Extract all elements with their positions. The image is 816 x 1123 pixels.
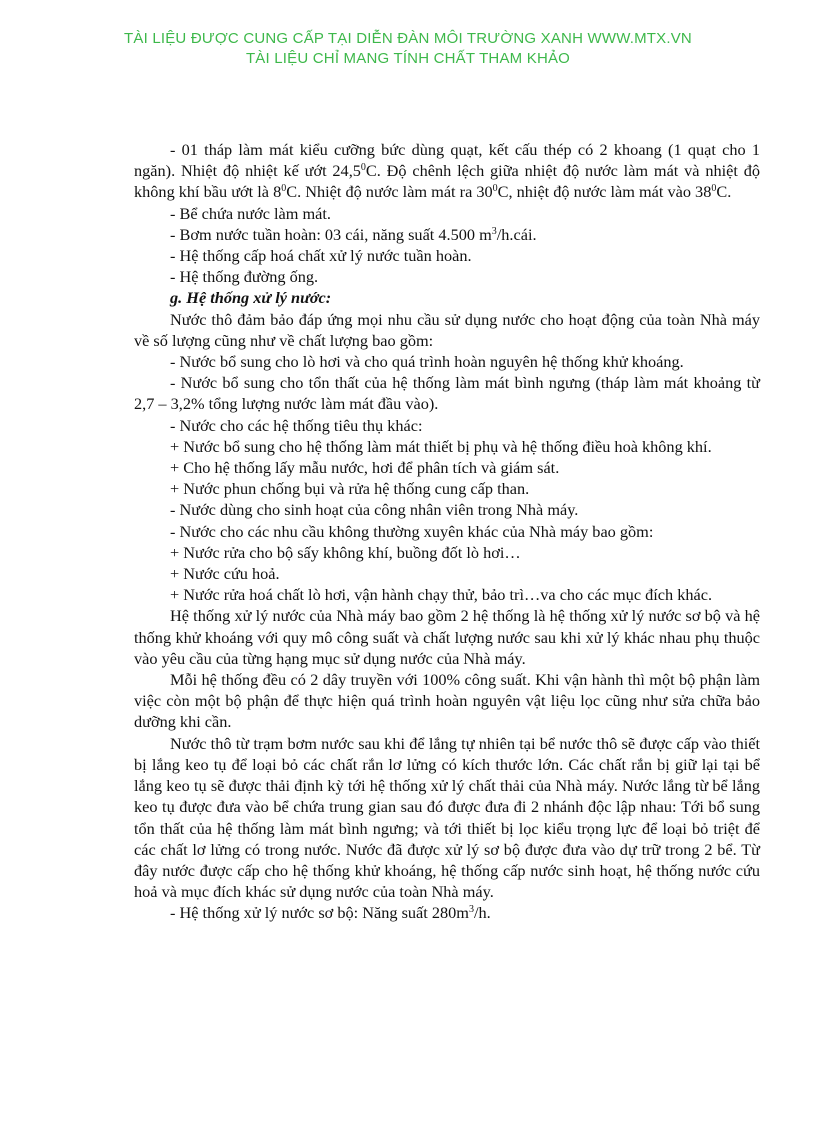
text-run: C. <box>716 182 732 202</box>
superscript: 3 <box>468 904 474 916</box>
text-run: /h.cái. <box>496 224 537 244</box>
paragraph: Nước thô đảm bảo đáp ứng mọi nhu cầu sử dụng nước cho hoạt động của toàn Nhà máy về số lượng cũng như về chất lượng bao gồm: <box>134 309 760 350</box>
header-line-1: TÀI LIỆU ĐƯỢC CUNG CẤP TẠI DIỄN ĐÀN MÔI TRƯỜNG XANH WWW.MTX.VN <box>124 30 692 47</box>
list-item: - Hệ thống cấp hoá chất xử lý nước tuần hoàn. <box>170 246 472 266</box>
document-body <box>134 139 760 924</box>
superscript: 0 <box>492 183 498 195</box>
header-line-2: TÀI LIỆU CHỈ MANG TÍNH CHẤT THAM KHẢO <box>245 50 571 67</box>
superscript: 0 <box>281 183 287 195</box>
text-run: - Hệ thống xử lý nước sơ bộ: Năng suất 280m <box>170 903 469 923</box>
section-heading: g. Hệ thống xử lý nước: <box>170 288 332 308</box>
list-item: - Nước cho các nhu cầu không thường xuyên khác của Nhà máy bao gồm: <box>170 521 654 541</box>
text-run: - 01 tháp làm mát kiểu cưỡng bức dùng quạt, kết cấu thép có 2 khoang (1 quạt cho 1 ngăn). Nhiệt độ nhiệt kế ướt 24,5 <box>134 140 760 181</box>
list-item: + Cho hệ thống lấy mẫu nước, hơi để phân tích và giám sát. <box>170 458 560 478</box>
paragraph: Hệ thống xử lý nước của Nhà máy bao gồm 2 hệ thống là hệ thống xử lý nước sơ bộ và hệ thống khử khoáng với quy mô công suất và chất lượng nước sau khi xử lý khác nhau phụ thuộc vào yêu cầu của từng hạng mục sử dụng nước của Nhà máy. <box>134 606 760 668</box>
list-item: - Nước bổ sung cho lò hơi và cho quá trình hoàn nguyên hệ thống khử khoáng. <box>170 352 684 372</box>
list-item: + Nước bổ sung cho hệ thống làm mát thiết bị phụ và hệ thống điều hoà không khí. <box>170 436 712 456</box>
superscript: 3 <box>491 225 497 237</box>
superscript: 0 <box>360 162 366 174</box>
list-item: + Nước rửa hoá chất lò hơi, vận hành chạy thử, bảo trì…va cho các mục đích khác. <box>170 585 713 605</box>
paragraph: Nước thô từ trạm bơm nước sau khi để lắng tự nhiên tại bể nước thô sẽ được cấp vào thiết bị lắng keo tụ để loại bỏ các chất rắn lơ lửng có kích thước lớn. Các chất rắn bị giữ lại tại bể lắng keo tụ sẽ được thải định kỳ tới hệ thống xử lý chất thải của Nhà máy. Nước lắng từ bể lắng keo tụ được đưa vào bể chứa trung gian sau đó được đưa đi 2 nhánh độc lập nhau: Tới bổ sung tổn thất của hệ thống làm mát bình ngưng; và tới thiết bị lọc kiểu trọng lực để loại bỏ triệt để các chất lơ lửng có trong nước. Nước đã được xử lý sơ bộ được đưa vào dự trữ trong 2 bể. Từ đây nước được cấp cho hệ thống khử khoáng, hệ thống cấp nước sinh hoạt, hệ thống nước cứu hoả và mục đích khác sử dụng nước của toàn Nhà máy. <box>134 733 760 902</box>
list-item-pump <box>134 224 760 245</box>
list-item: + Nước phun chống bụi và rửa hệ thống cung cấp than. <box>170 479 530 499</box>
list-item: - Bể chứa nước làm mát. <box>170 203 331 223</box>
text-run: - Bơm nước tuần hoàn: 03 cái, năng suất 4.500 m <box>170 224 492 244</box>
superscript: 0 <box>711 183 717 195</box>
paragraph: - Nước bổ sung cho tổn thất của hệ thống làm mát bình ngưng (tháp làm mát khoảng từ 2,7 – 3,2% tổng lượng nước làm mát đầu vào). <box>134 373 760 414</box>
list-item: - Hệ thống đường ống. <box>170 267 319 287</box>
list-item: + Nước rửa cho bộ sấy không khí, buồng đốt lò hơi… <box>170 542 521 562</box>
list-item: - Nước dùng cho sinh hoạt của công nhân viên trong Nhà máy. <box>170 500 579 520</box>
text-run: C. Nhiệt độ nước làm mát ra 30 <box>286 182 493 202</box>
text-run: C, nhiệt độ nước làm mát vào 38 <box>497 182 712 202</box>
paragraph: Mỗi hệ thống đều có 2 dây truyền với 100% công suất. Khi vận hành thì một bộ phận làm việc còn một bộ phận để thực hiện quá trình hoàn nguyên vật liệu lọc cũng như sửa chữa bảo dưỡng khi cần. <box>134 670 760 732</box>
paragraph-cooling-tower <box>134 139 760 203</box>
list-item-capacity <box>134 902 760 923</box>
list-item: - Nước cho các hệ thống tiêu thụ khác: <box>170 415 423 435</box>
text-run: /h. <box>473 903 491 923</box>
list-item: + Nước cứu hoả. <box>170 564 280 584</box>
text-run: C. Độ chênh lệch giữa nhiệt độ nước làm mát và nhiệt độ không khí bầu ướt là 8 <box>134 161 761 202</box>
